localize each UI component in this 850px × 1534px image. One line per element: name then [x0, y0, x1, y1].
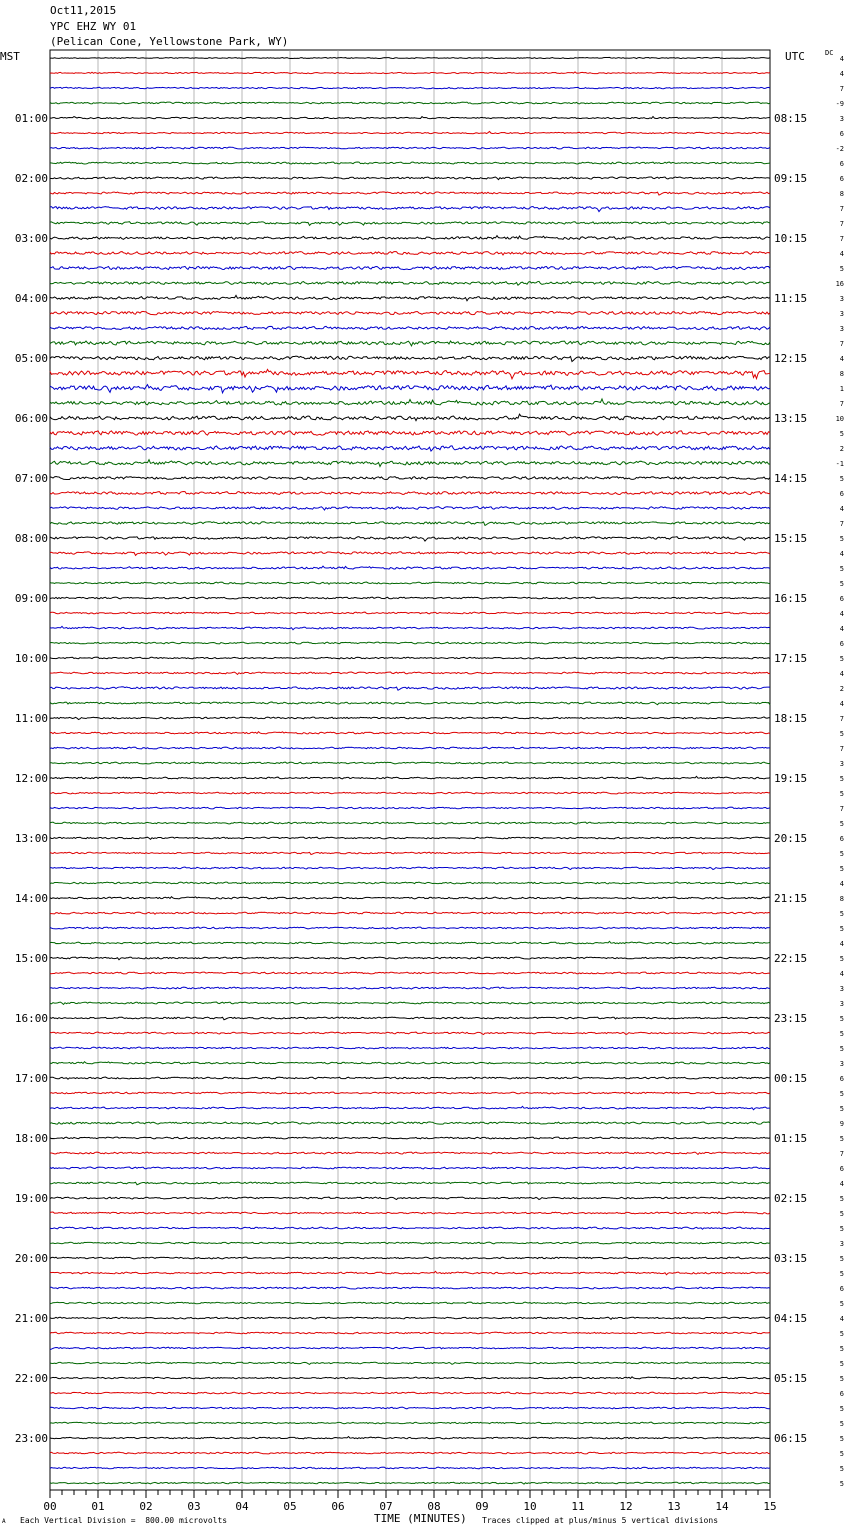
date-label: Oct11,2015 [50, 4, 117, 17]
dc-offset-label: 5 [839, 1405, 844, 1413]
right-hour-label: 01:15 [774, 1132, 808, 1145]
trace-line [50, 446, 770, 451]
dc-offset-label: 6 [839, 1390, 844, 1398]
dc-offset-label: 4 [839, 610, 844, 618]
x-tick-label: 11 [571, 1500, 585, 1513]
dc-offset-label: 7 [839, 235, 844, 243]
trace-line [50, 356, 770, 361]
dc-offset-label: 4 [839, 700, 844, 708]
trace-line [50, 657, 770, 659]
trace-line [50, 131, 770, 133]
trace-line [50, 987, 770, 989]
trace-line [50, 882, 770, 884]
left-hour-label: 11:00 [14, 712, 48, 725]
dc-offset-label: 7 [839, 715, 844, 723]
left-timezone-label: MST [0, 50, 20, 63]
left-hour-label: 01:00 [14, 112, 48, 125]
left-hour-label: 06:00 [14, 412, 48, 425]
scale-note: Each Vertical Division = 800.00 microvolts [20, 1516, 228, 1525]
right-hour-label: 16:15 [774, 592, 808, 605]
trace-line [50, 1077, 770, 1079]
trace-line [50, 702, 770, 705]
dc-offset-label: 5 [839, 475, 844, 483]
dc-offset-label: 6 [839, 1285, 844, 1293]
trace-line [50, 1212, 770, 1214]
x-tick-label: 00 [43, 1500, 57, 1513]
trace-line [50, 72, 770, 74]
dc-offset-label: 3 [839, 115, 844, 123]
dc-offset-label: 7 [839, 220, 844, 228]
trace-line [50, 326, 770, 330]
dc-offset-label: -2 [835, 145, 844, 153]
trace-line [50, 1362, 770, 1364]
trace-line [50, 1227, 770, 1229]
trace-line [50, 1377, 770, 1379]
trace-line [50, 477, 770, 480]
right-hour-label: 13:15 [774, 412, 808, 425]
dc-offset-label: 7 [839, 520, 844, 528]
dc-offset-label: 4 [839, 940, 844, 948]
dc-offset-label: 7 [839, 745, 844, 753]
trace-line [50, 311, 770, 314]
dc-offset-label: 5 [839, 1465, 844, 1473]
dc-offset-label: 4 [839, 550, 844, 558]
dc-offset-label: 5 [839, 430, 844, 438]
right-timezone-label: UTC [785, 50, 805, 63]
trace-line [50, 672, 770, 674]
dc-offset-label: 5 [839, 1210, 844, 1218]
x-tick-label: 04 [235, 1500, 249, 1513]
dc-offset-label: 9 [839, 1120, 844, 1128]
left-hour-label: 07:00 [14, 472, 48, 485]
dc-offset-label: 3 [839, 760, 844, 768]
clip-note: Traces clipped at plus/minus 5 vertical divisions [482, 1516, 719, 1525]
dc-offset-label: 2 [839, 445, 844, 453]
x-axis-title: TIME (MINUTES) [374, 1512, 467, 1525]
dc-offset-label: 5 [839, 850, 844, 858]
left-hour-label: 02:00 [14, 172, 48, 185]
x-tick-label: 01 [91, 1500, 105, 1513]
right-hour-label: 06:15 [774, 1432, 808, 1445]
dc-offset-label: 4 [839, 1180, 844, 1188]
trace-line [50, 566, 770, 569]
dc-offset-label: 4 [839, 1315, 844, 1323]
x-tick-label: 14 [715, 1500, 729, 1513]
trace-line [50, 867, 770, 870]
dc-offset-label: 5 [839, 865, 844, 873]
dc-offset-label: 4 [839, 70, 844, 78]
trace-line [50, 1422, 770, 1424]
x-tick-label: 06 [331, 1500, 345, 1513]
right-hour-label: 18:15 [774, 712, 808, 725]
left-hour-label: 15:00 [14, 952, 48, 965]
dc-offset-label: 4 [839, 670, 844, 678]
trace-line [50, 552, 770, 556]
trace-line [50, 222, 770, 226]
dc-offset-label: 16 [835, 280, 844, 288]
trace-line [50, 807, 770, 809]
dc-label: DC [825, 49, 834, 57]
trace-line [50, 927, 770, 929]
trace-line [50, 1017, 770, 1020]
trace-line [50, 177, 770, 180]
trace-line [50, 295, 770, 300]
dc-offset-label: 6 [839, 1075, 844, 1083]
trace-line [50, 612, 770, 614]
dc-offset-label: 5 [839, 820, 844, 828]
left-hour-label: 17:00 [14, 1072, 48, 1085]
dc-offset-label: 3 [839, 1000, 844, 1008]
x-tick-label: 15 [763, 1500, 777, 1513]
right-hour-label: 23:15 [774, 1012, 808, 1025]
dc-offset-label: 5 [839, 910, 844, 918]
dc-offset-label: 5 [839, 1420, 844, 1428]
trace-line [50, 717, 770, 720]
dc-offset-label: 5 [839, 775, 844, 783]
trace-line [50, 1047, 770, 1049]
trace-line [50, 912, 770, 914]
trace-line [50, 1467, 770, 1469]
trace-line [50, 87, 770, 88]
left-hour-label: 22:00 [14, 1372, 48, 1385]
dc-offset-label: 5 [839, 1480, 844, 1488]
x-tick-label: 09 [475, 1500, 489, 1513]
trace-line [50, 747, 770, 749]
trace-line [50, 116, 770, 118]
dc-offset-label: 4 [839, 880, 844, 888]
left-hour-label: 05:00 [14, 352, 48, 365]
trace-line [50, 414, 770, 420]
right-hour-label: 00:15 [774, 1072, 808, 1085]
left-hour-label: 18:00 [14, 1132, 48, 1145]
trace-line [50, 1182, 770, 1185]
dc-offset-label: 5 [839, 655, 844, 663]
trace-line [50, 642, 770, 644]
x-tick-label: 10 [523, 1500, 537, 1513]
trace-line [50, 251, 770, 255]
trace-line [50, 341, 770, 346]
dc-offset-label: 1 [839, 385, 844, 393]
dc-offset-label: 2 [839, 685, 844, 693]
trace-line [50, 1437, 770, 1439]
dc-offset-label: 5 [839, 1345, 844, 1353]
trace-line [50, 369, 770, 378]
dc-offset-label: 8 [839, 190, 844, 198]
right-hour-label: 19:15 [774, 772, 808, 785]
trace-line [50, 102, 770, 104]
trace-line [50, 941, 770, 944]
x-tick-label: 02 [139, 1500, 153, 1513]
dc-offset-label: 3 [839, 295, 844, 303]
trace-line [50, 687, 770, 690]
dc-offset-label: 4 [839, 250, 844, 258]
trace-line [50, 1302, 770, 1304]
x-tick-label: 07 [379, 1500, 393, 1513]
right-hour-label: 14:15 [774, 472, 808, 485]
dc-offset-label: 7 [839, 805, 844, 813]
dc-offset-label: 5 [839, 1090, 844, 1098]
dc-offset-label: 5 [839, 265, 844, 273]
dc-offset-label: 5 [839, 565, 844, 573]
trace-line [50, 957, 770, 960]
trace-line [50, 147, 770, 149]
trace-line [50, 281, 770, 285]
left-hour-label: 20:00 [14, 1252, 48, 1265]
dc-offset-label: 5 [839, 730, 844, 738]
dc-offset-label: 5 [839, 925, 844, 933]
trace-line [50, 399, 770, 405]
dc-offset-label: 5 [839, 1270, 844, 1278]
trace-line [50, 582, 770, 584]
dc-offset-label: 4 [839, 355, 844, 363]
trace-line [50, 972, 770, 974]
location-label: (Pelican Cone, Yellowstone Park, WY) [50, 35, 289, 48]
trace-line [50, 1257, 770, 1259]
dc-offset-label: 5 [839, 1360, 844, 1368]
right-hour-label: 17:15 [774, 652, 808, 665]
right-hour-label: 09:15 [774, 172, 808, 185]
trace-line [50, 206, 770, 211]
trace-line [50, 822, 770, 824]
trace-line [50, 597, 770, 599]
x-tick-label: 03 [187, 1500, 201, 1513]
left-hour-label: 19:00 [14, 1192, 48, 1205]
trace-line [50, 192, 770, 195]
dc-offset-label: 3 [839, 1060, 844, 1068]
left-hour-label: 14:00 [14, 892, 48, 905]
right-hour-label: 22:15 [774, 952, 808, 965]
trace-line [50, 1271, 770, 1274]
right-hour-label: 15:15 [774, 532, 808, 545]
dc-offset-label: 5 [839, 1375, 844, 1383]
dc-offset-label: 6 [839, 130, 844, 138]
left-hour-label: 08:00 [14, 532, 48, 545]
dc-offset-label: 6 [839, 595, 844, 603]
dc-offset-label: 6 [839, 640, 844, 648]
dc-offset-label: 4 [839, 505, 844, 513]
left-hour-label: 13:00 [14, 832, 48, 845]
dc-offset-label: 4 [839, 55, 844, 63]
trace-line [50, 1106, 770, 1109]
trace-line [50, 1032, 770, 1035]
dc-offset-label: 5 [839, 1435, 844, 1443]
dc-offset-label: 5 [839, 580, 844, 588]
trace-line [50, 1332, 770, 1334]
trace-line [50, 266, 770, 269]
right-hour-label: 11:15 [774, 292, 808, 305]
dc-offset-label: 4 [839, 970, 844, 978]
left-hour-label: 16:00 [14, 1012, 48, 1025]
trace-line [50, 1242, 770, 1244]
trace-line [50, 837, 770, 839]
dc-offset-label: 7 [839, 1150, 844, 1158]
trace-line [50, 431, 770, 435]
dc-offset-label: 6 [839, 160, 844, 168]
right-hour-label: 02:15 [774, 1192, 808, 1205]
dc-offset-label: 7 [839, 205, 844, 213]
left-hour-label: 21:00 [14, 1312, 48, 1325]
trace-line [50, 507, 770, 510]
trace-line [50, 491, 770, 494]
right-hour-label: 08:15 [774, 112, 808, 125]
trace-line [50, 1317, 770, 1319]
trace-line [50, 1407, 770, 1409]
dc-offset-label: 5 [839, 955, 844, 963]
dc-offset-label: 5 [839, 1225, 844, 1233]
trace-line [50, 1452, 770, 1454]
dc-offset-label: 8 [839, 895, 844, 903]
trace-line [50, 792, 770, 794]
dc-offset-label: -1 [835, 460, 844, 468]
station-label: YPC EHZ WY 01 [50, 20, 137, 33]
dc-offset-label: 7 [839, 400, 844, 408]
trace-line [50, 1347, 770, 1350]
left-hour-label: 12:00 [14, 772, 48, 785]
dc-offset-label: 5 [839, 1015, 844, 1023]
left-hour-label: 23:00 [14, 1432, 48, 1445]
dc-offset-label: 5 [839, 1330, 844, 1338]
left-hour-label: 03:00 [14, 232, 48, 245]
dc-offset-label: 10 [835, 415, 844, 423]
trace-line [50, 852, 770, 854]
trace-line [50, 732, 770, 734]
trace-line [50, 1167, 770, 1169]
right-hour-label: 10:15 [774, 232, 808, 245]
dc-offset-label: 7 [839, 85, 844, 93]
dc-offset-label: 5 [839, 1045, 844, 1053]
trace-line [50, 162, 770, 164]
left-hour-label: 04:00 [14, 292, 48, 305]
trace-line [50, 537, 770, 541]
right-hour-label: 12:15 [774, 352, 808, 365]
trace-line [50, 1392, 770, 1394]
dc-offset-label: 6 [839, 835, 844, 843]
left-hour-label: 10:00 [14, 652, 48, 665]
right-hour-label: 03:15 [774, 1252, 808, 1265]
trace-line [50, 1152, 770, 1154]
right-hour-label: 05:15 [774, 1372, 808, 1385]
left-hour-label: 09:00 [14, 592, 48, 605]
trace-line [50, 762, 770, 764]
dc-offset-label: 5 [839, 1105, 844, 1113]
trace-line [50, 1197, 770, 1199]
dc-offset-label: 8 [839, 370, 844, 378]
dc-offset-label: 3 [839, 325, 844, 333]
corner-mark: A [2, 1518, 6, 1525]
trace-line [50, 1122, 770, 1124]
trace-line [50, 1092, 770, 1094]
trace-line [50, 522, 770, 526]
dc-offset-label: 7 [839, 340, 844, 348]
trace-line [50, 236, 770, 240]
dc-offset-label: 6 [839, 175, 844, 183]
trace-line [50, 776, 770, 779]
dc-offset-label: -9 [835, 100, 844, 108]
dc-offset-label: 5 [839, 790, 844, 798]
trace-line [50, 626, 770, 629]
dc-offset-label: 5 [839, 1030, 844, 1038]
x-tick-label: 05 [283, 1500, 297, 1513]
dc-offset-label: 6 [839, 1165, 844, 1173]
dc-offset-label: 5 [839, 1135, 844, 1143]
dc-offset-label: 5 [839, 1300, 844, 1308]
x-tick-label: 13 [667, 1500, 681, 1513]
right-hour-label: 21:15 [774, 892, 808, 905]
trace-line [50, 1002, 770, 1004]
dc-offset-label: 5 [839, 1195, 844, 1203]
x-tick-label: 08 [427, 1500, 441, 1513]
right-hour-label: 04:15 [774, 1312, 808, 1325]
trace-line [50, 1137, 770, 1139]
dc-offset-label: 4 [839, 625, 844, 633]
dc-offset-label: 5 [839, 535, 844, 543]
dc-offset-label: 3 [839, 1240, 844, 1248]
trace-line [50, 1287, 770, 1289]
trace-line [50, 385, 770, 393]
trace-line [50, 1482, 770, 1484]
dc-offset-label: 5 [839, 1255, 844, 1263]
trace-line [50, 57, 770, 58]
dc-offset-label: 3 [839, 985, 844, 993]
trace-line [50, 460, 770, 467]
dc-offset-label: 3 [839, 310, 844, 318]
dc-offset-label: 6 [839, 490, 844, 498]
right-hour-label: 20:15 [774, 832, 808, 845]
x-tick-label: 12 [619, 1500, 633, 1513]
trace-line [50, 1062, 770, 1064]
dc-offset-label: 5 [839, 1450, 844, 1458]
trace-line [50, 897, 770, 899]
